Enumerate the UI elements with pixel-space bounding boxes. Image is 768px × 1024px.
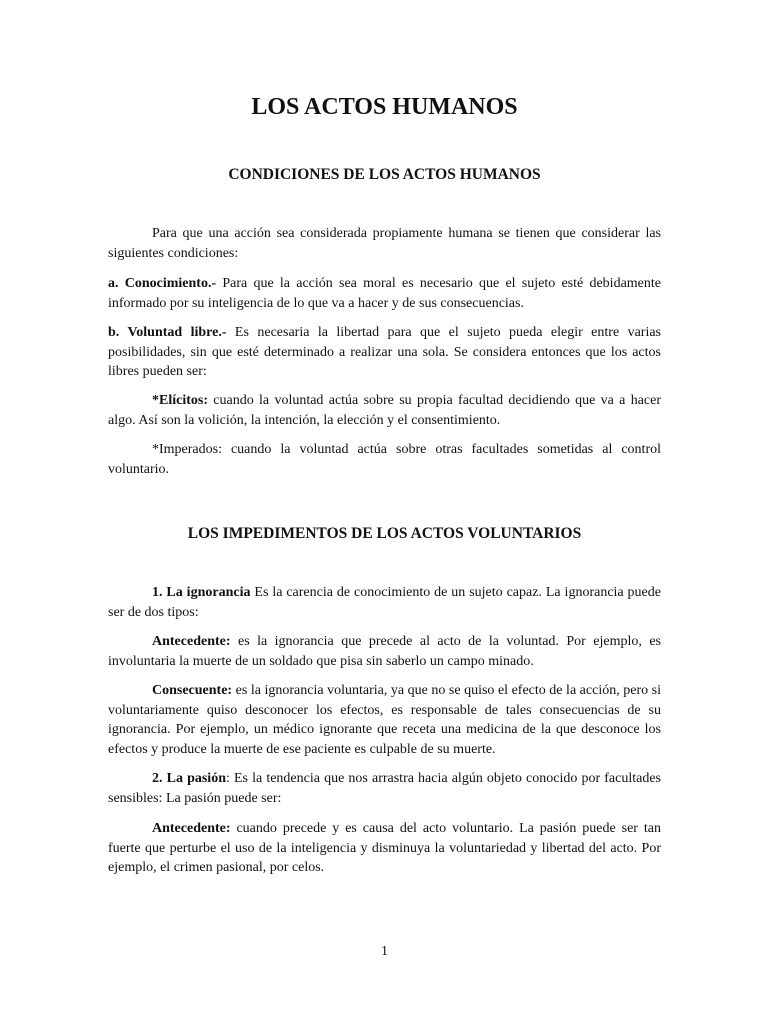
label-pasion: 2. La pasión xyxy=(152,771,226,786)
paragraph-antecedente-ignorancia xyxy=(108,632,661,671)
text-elicitos: cuando la voluntad actúa sobre su propia facultad decidiendo que va a hacer algo. Así son la volición, la intención, la elección y el consentimiento. xyxy=(108,393,661,428)
document-title: LOS ACTOS HUMANOS xyxy=(251,94,518,120)
label-conocimiento: a. Conocimiento.- xyxy=(108,276,217,291)
paragraph-intro: Para que una acción sea considerada propiamente humana se tienen que considerar las siguientes condiciones: xyxy=(108,226,661,261)
label-ignorancia: 1. La ignorancia xyxy=(152,585,251,600)
paragraph-imperados: *Imperados: cuando la voluntad actúa sobre otras facultades sometidas al control voluntario. xyxy=(108,442,661,477)
page-number: 1 xyxy=(381,944,388,959)
paragraph-antecedente-pasion xyxy=(108,819,661,878)
label-elicitos: *Elícitos: xyxy=(152,393,208,408)
section-heading-impedimentos: LOS IMPEDIMENTOS DE LOS ACTOS VOLUNTARIOS xyxy=(187,525,582,542)
label-consecuente: Consecuente: xyxy=(152,683,233,698)
text-antecedente-pasion: cuando precede y es causa del acto voluntario. La pasión puede ser tan fuerte que perturbe el uso de la inteligencia y disminuya la voluntariedad y libertad del acto. Por ejemplo, el crimen pasional, por celos. xyxy=(108,821,661,875)
text-antecedente-ignorancia: es la ignorancia que precede al acto de la voluntad. Por ejemplo, es involuntaria la muerte de un soldado que pisa sin saberlo un campo minado. xyxy=(108,634,661,669)
text-voluntad-libre: Es necesaria la libertad para que el sujeto pueda elegir entre varias posibilidades, sin que esté determinado a realizar una sola. Se considera entonces que los actos libres pueden ser: xyxy=(108,325,662,379)
label-antecedente-ignorancia: Antecedente: xyxy=(152,634,231,649)
paragraph-voluntad-libre xyxy=(108,323,661,382)
document-page xyxy=(108,0,661,1024)
label-antecedente-pasion: Antecedente: xyxy=(152,821,231,836)
section-heading-condiciones: CONDICIONES DE LOS ACTOS HUMANOS xyxy=(228,166,541,183)
paragraph-elicitos xyxy=(108,391,661,430)
text-pasion: : Es la tendencia que nos arrastra hacia algún objeto conocido por facultades sensibles: La pasión puede ser: xyxy=(108,771,661,806)
paragraph-conocimiento xyxy=(108,274,661,313)
paragraph-pasion xyxy=(108,769,661,808)
text-conocimiento: Para que la acción sea moral es necesario que el sujeto esté debidamente informado por su inteligencia de lo que va a hacer y de sus consecuencias. xyxy=(108,276,661,311)
label-voluntad-libre: b. Voluntad libre.- xyxy=(108,325,227,340)
text-ignorancia: Es la carencia de conocimiento de un sujeto capaz. La ignorancia puede ser de dos tipos: xyxy=(108,585,661,620)
paragraph-consecuente xyxy=(108,681,661,759)
paragraph-ignorancia xyxy=(108,583,661,622)
text-consecuente: es la ignorancia voluntaria, ya que no se quiso el efecto de la acción, pero si voluntariamente quiso desconocer los efectos, es responsable de tales consecuencias de su ignorancia. Por ejemplo, un médico ignorante que receta una medicina de la que desconoce los efectos y produce la muerte de ese paciente es culpable de su muerte. xyxy=(108,683,661,757)
